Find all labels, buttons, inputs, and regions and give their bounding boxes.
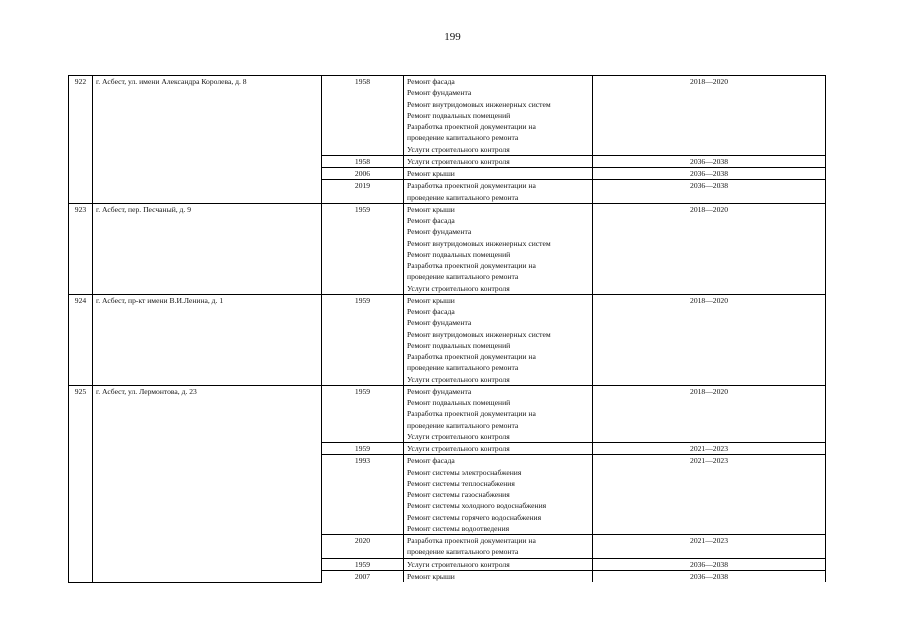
year-cell: 1959 [322,203,404,294]
work-item: Разработка проектной документации на [407,409,536,419]
work-item: проведение капитального ремонта [407,363,519,373]
year-cell: 1958 [322,155,404,167]
works-cell [404,155,593,167]
table-row [69,76,826,156]
work-item: Ремонт фасада [407,307,455,316]
work-item: Ремонт фундамента [407,227,472,237]
building-address: г. Асбест, ул. имени Александра Королева, д. 8 [93,76,322,204]
work-item: Ремонт крыши [407,169,455,178]
period-cell: 2021—2023 [593,535,826,559]
work-item: Ремонт системы газоснабжения [407,490,510,499]
work-item: Услуги строительного контроля [407,431,510,441]
year-cell: 1959 [322,558,404,570]
table-row [69,203,826,294]
work-item: Ремонт фундамента [407,386,472,396]
capital-repair-table [68,75,826,583]
works-cell [404,180,593,204]
period-cell: 2021—2023 [593,443,826,455]
period-cell: 2021—2023 [593,455,826,535]
work-item: Ремонт системы водоотведения [407,523,510,533]
work-item: проведение капитального ремонта [407,133,519,143]
year-cell: 2020 [322,535,404,559]
row-number: 925 [69,385,93,582]
work-item: Услуги строительного контроля [407,444,510,453]
row-number: 922 [69,76,93,204]
year-cell: 2006 [322,168,404,180]
works-cell [404,570,593,582]
period-cell: 2018—2020 [593,294,826,385]
work-item: Ремонт системы холодного водоснабжения [407,501,547,511]
work-item: Услуги строительного контроля [407,559,510,569]
row-number: 923 [69,203,93,294]
building-address: г. Асбест, ул. Лермонтова, д. 23 [93,385,322,582]
work-item: Услуги строительного контроля [407,156,510,166]
work-item: Ремонт подвальных помещений [407,110,511,120]
page-number: 199 [444,31,461,43]
building-address: г. Асбест, пр-кт имени В.И.Ленина, д. 1 [93,294,322,385]
work-item: Ремонт системы электроснабжения [407,467,522,477]
work-item: Ремонт системы теплоснабжения [407,478,515,488]
year-cell: 1993 [322,455,404,535]
work-item: Ремонт фасада [407,216,455,225]
work-item: Услуги строительного контроля [407,144,510,154]
year-cell: 2007 [322,570,404,582]
work-item: Разработка проектной документации на [407,122,536,131]
works-cell [404,455,593,535]
year-cell: 1959 [322,385,404,442]
year-cell: 1959 [322,443,404,455]
year-cell: 1958 [322,76,404,156]
year-cell: 1959 [322,294,404,385]
works-cell [404,294,593,385]
work-item: Ремонт фасада [407,456,455,466]
period-cell: 2018—2020 [593,76,826,156]
work-item: Разработка проектной документации на [407,261,536,270]
period-cell: 2036—2038 [593,180,826,204]
work-item: Ремонт фундамента [407,88,472,98]
work-item: Услуги строительного контроля [407,374,510,384]
work-item: Разработка проектной документации на [407,536,536,545]
work-item: проведение капитального ремонта [407,420,519,430]
work-item: Ремонт внутридомовых инженерных систем [407,329,551,339]
row-number: 924 [69,294,93,385]
period-cell: 2036—2038 [593,570,826,582]
work-item: Ремонт внутридомовых инженерных систем [407,238,551,248]
table-row [69,385,826,442]
building-address: г. Асбест, пер. Песчаный, д. 9 [93,203,322,294]
work-item: Разработка проектной документации на [407,352,536,361]
year-cell: 2019 [322,180,404,204]
work-item: Ремонт системы горячего водоснабжения [407,512,542,522]
works-cell [404,168,593,180]
period-cell: 2036—2038 [593,168,826,180]
work-item: Ремонт внутридомовых инженерных систем [407,99,551,109]
work-item: Ремонт подвальных помещений [407,398,511,407]
works-cell [404,535,593,559]
works-cell [404,203,593,294]
period-cell: 2036—2038 [593,558,826,570]
period-cell: 2018—2020 [593,385,826,442]
works-cell [404,558,593,570]
table-row [69,294,826,385]
work-item: проведение капитального ремонта [407,547,519,557]
work-item: Услуги строительного контроля [407,283,510,293]
work-item: проведение капитального ремонта [407,192,519,202]
works-cell [404,443,593,455]
work-item: Ремонт подвальных помещений [407,249,511,259]
period-cell: 2036—2038 [593,155,826,167]
works-cell [404,76,593,156]
work-item: Ремонт фундамента [407,318,472,328]
table-body [69,76,826,583]
work-item: Ремонт крыши [407,204,455,214]
works-cell [404,385,593,442]
work-item: проведение капитального ремонта [407,272,519,282]
work-item: Ремонт подвальных помещений [407,340,511,350]
work-item: Ремонт крыши [407,295,455,305]
work-item: Ремонт фасада [407,77,455,86]
work-item: Разработка проектной документации на [407,181,536,191]
work-item: Ремонт крыши [407,571,455,581]
period-cell: 2018—2020 [593,203,826,294]
